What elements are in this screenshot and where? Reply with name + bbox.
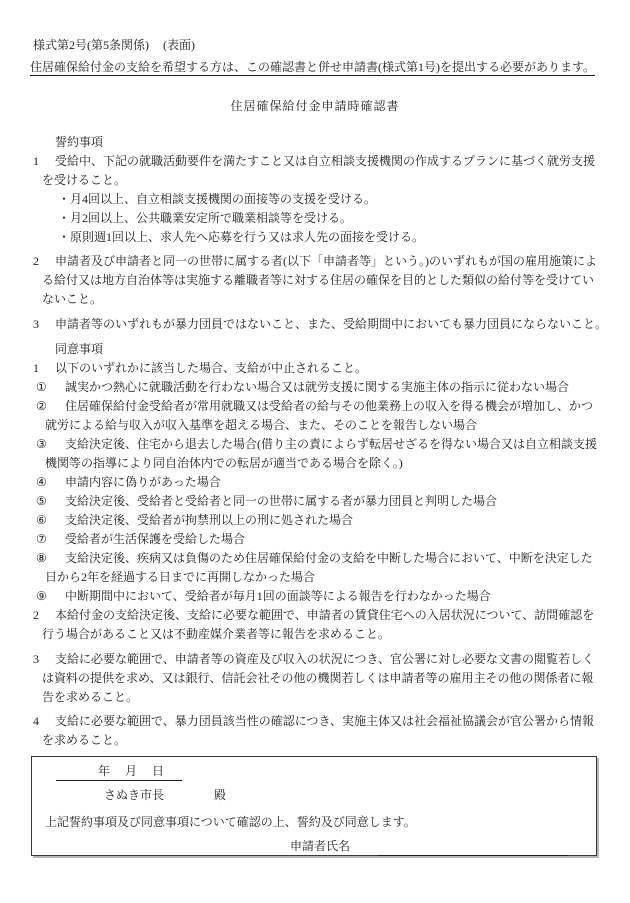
item-text: 支給に必要な範囲で、申請者等の資産及び収入の状況につき、官公署に対し必要な文書の閲覧若しくは資料の提供を求め、又は銀行、信託会社その他の機関若しくは申請者等の雇用主その他の関係者に報告を求めること。: [42, 652, 595, 704]
page-title: 住居確保給付金申請時確認書: [230, 99, 400, 113]
item-text: 申請者等のいずれもが暴力団員ではないこと、また、受給期間中においても暴力団員にならないこと。: [55, 317, 608, 331]
subitem-text: 誠実かつ熱心に就職活動を行わない場合又は就労支援に関する実施主体の指示に従わない場合: [65, 380, 570, 394]
subitem-text: 申請内容に偽りがあった場合: [65, 475, 221, 489]
pledge-bullet-2: ・月2回以上、公共職業安定所で職業相談等を受ける。: [58, 211, 353, 225]
addressee: さぬき市長: [104, 788, 165, 802]
applicant-name-label: 申請者氏名: [290, 839, 351, 853]
form-number-line: [30, 36, 600, 55]
pledge-item-1: [30, 152, 600, 190]
addressee-row: [32, 786, 596, 805]
consent-subitem-3: [30, 435, 600, 473]
consent-subitem-7: [30, 530, 600, 549]
date-row: [32, 762, 596, 781]
consent-subitem-4: [30, 473, 600, 492]
consent-item-4: [30, 712, 600, 750]
pledge-bullet-1: ・月4回以上、自立相談支援機関の面接等の支援を受ける。: [58, 192, 377, 206]
subitem-text: 中断期間中において、受給者が毎月1回の面談等による報告を行わなかった場合: [65, 589, 491, 603]
item-text: 申請者及び申請者と同一の世帯に属する者(以下「申請者等」という。)のいずれもが国の雇用施策による給付又は地方自治体等は実施する離職者等に対する住居の確保を目的とした類似の給付等を受けていないこと。: [42, 254, 597, 306]
applicant-name-field[interactable]: [378, 841, 568, 856]
subitem-text: 支給決定後、住宅から退去した場合(借り主の責によらず転居せざるを得ない場合又は自立相談支援機関等の指導により同自治体内での転居が適当である場合を除く。): [45, 437, 598, 470]
item-text: 受給中、下記の就職活動要件を満たすこと又は自立相談支援機関の作成するプランに基づく就労支援を受けること。: [42, 154, 596, 187]
applicant-name-row: [32, 837, 596, 856]
consent-item-3: [30, 650, 600, 707]
consent-item-2: [30, 606, 600, 644]
side-label: (表面): [163, 38, 195, 52]
consent-subitem-1: [30, 378, 600, 397]
subitem-number: ①: [36, 380, 47, 394]
item-number: 1: [33, 154, 39, 168]
notice-line: [30, 58, 600, 77]
subitem-text: 受給者が生活保護を受給した場合: [65, 532, 246, 546]
item-number: 4: [33, 714, 39, 728]
honorific: 殿: [214, 788, 227, 802]
consent-item-1: [30, 359, 600, 378]
item-text: 支給に必要な範囲で、暴力団員該当性の確認につき、実施主体又は社会福祉協議会が官公署から情報を求めること。: [42, 714, 595, 747]
subitem-number: ⑦: [36, 532, 47, 546]
signature-box: [31, 756, 597, 856]
item-text: 以下のいずれかに該当した場合、支給が中止されること。: [55, 361, 368, 375]
consent-heading: 同意事項: [55, 342, 104, 356]
subitem-number: ⑧: [36, 551, 47, 565]
pledge-item-2: [30, 252, 600, 309]
pledge-bullet-3: ・原則週1回以上、求人先へ応募を行う又は求人先の面接を受ける。: [58, 230, 425, 244]
subitem-number: ②: [36, 399, 47, 413]
date-field[interactable]: 年 月 日: [56, 764, 182, 781]
subitem-number: ⑥: [36, 513, 47, 527]
subitem-number: ⑤: [36, 494, 47, 508]
item-number: 3: [33, 317, 39, 331]
consent-subitem-2: [30, 397, 600, 435]
consent-subitem-6: [30, 511, 600, 530]
subitem-text: 支給決定後、疾病又は負傷のため住居確保給付金の支給を中断した場合において、中断を決定した日から2年を経過する日までに再開しなかった場合: [45, 551, 593, 584]
subitem-text: 支給決定後、受給者が拘禁刑以上の刑に処された場合: [65, 513, 354, 527]
form-number: 様式第2号(第5条関係): [33, 38, 149, 52]
pledge-item-3: [30, 315, 608, 334]
agreement-statement: 上記誓約事項及び同意事項について確認の上、誓約及び同意します。: [45, 815, 416, 829]
item-text: 本給付金の支給決定後、支給に必要な範囲で、申請者の賃貸住宅への入居状況について、訪問確認を行う場合があること又は不動産媒介業者等に報告を求めること。: [42, 608, 595, 641]
item-number: 2: [33, 254, 39, 268]
consent-subitem-9: [30, 587, 600, 606]
subitem-number: ④: [36, 475, 47, 489]
subitem-number: ③: [36, 437, 47, 451]
consent-subitem-8: [30, 549, 600, 587]
subitem-number: ⑨: [36, 589, 47, 603]
notice-text: 住居確保給付金の支給を希望する方は、この確認書と併せ申請書(様式第1号)を提出する必要があります。: [30, 60, 596, 74]
item-number: 1: [33, 361, 39, 375]
subitem-text: 支給決定後、受給者と受給者と同一の世帯に属する者が暴力団員と判明した場合: [65, 494, 498, 508]
pledge-heading: 誓約事項: [55, 135, 104, 149]
subitem-text: 住居確保給付金受給者が常用就職又は受給者の給与その他業務上の収入を得る機会が増加し、かつ就労による給与収入が収入基準を超える場合、また、そのことを報告しない場合: [45, 399, 594, 432]
item-number: 3: [33, 652, 39, 666]
item-number: 2: [33, 608, 39, 622]
consent-subitem-5: [30, 492, 600, 511]
